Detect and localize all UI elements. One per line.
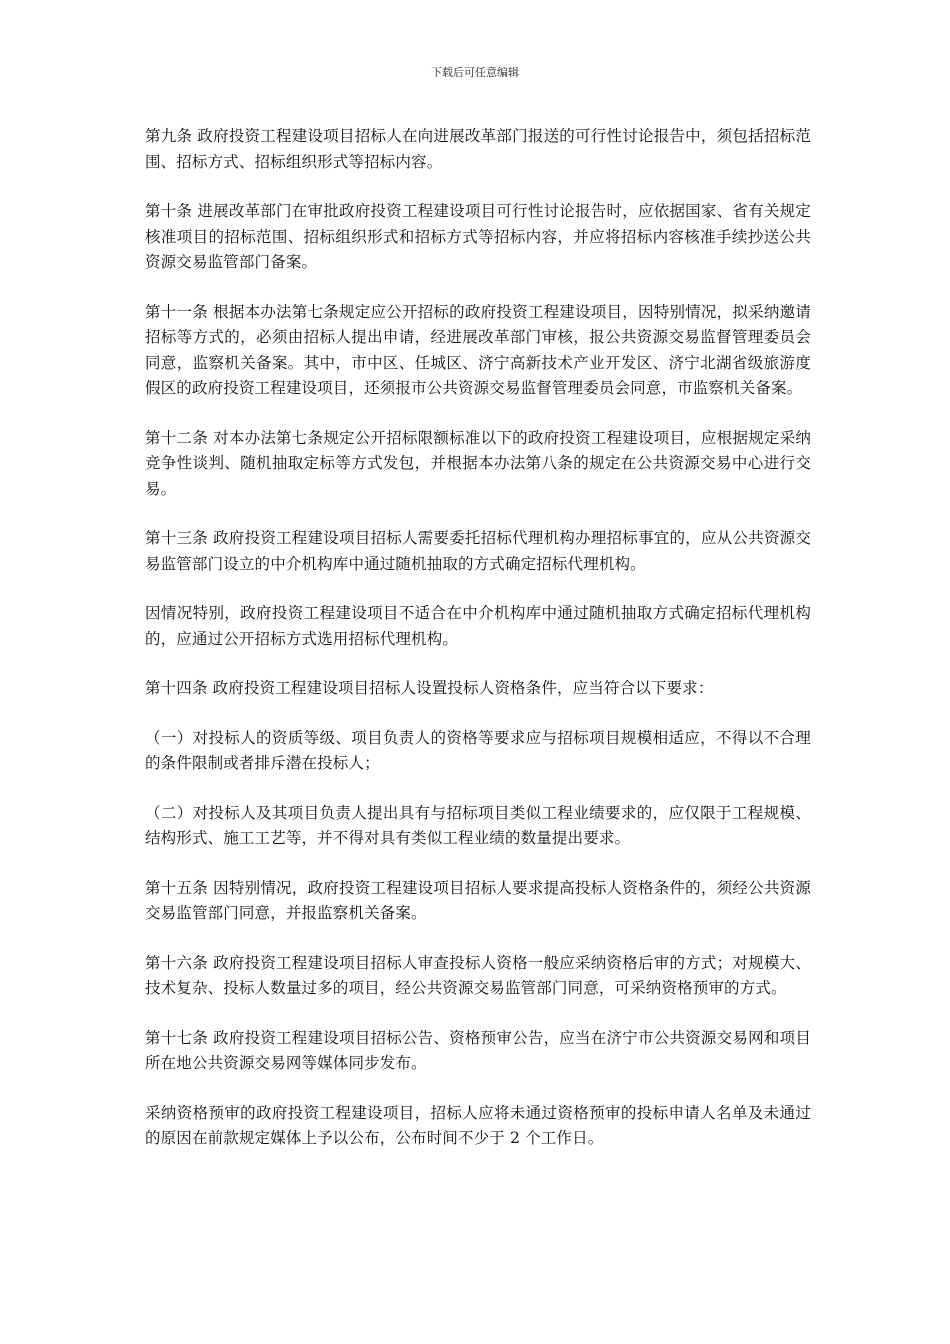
- article-13-supplement: 因情况特别，政府投资工程建设项目不适合在中介机构库中通过随机抽取方式确定招标代理机构的，应通过公开招标方式选用招标代理机构。: [145, 604, 811, 648]
- page-header: 下载后可任意编辑: [431, 66, 519, 79]
- article-12: 第十二条 对本办法第七条规定公开招标限额标准以下的政府投资工程建设项目，应根据规定采纳竞争性谈判、随机抽取定标等方式发包，并根据本办法第八条的规定在公共资源交易中心进行交易。: [145, 428, 811, 498]
- article-16: 第十六条 政府投资工程建设项目招标人审查投标人资格一般应采纳资格后审的方式；对规模大、技术复杂、投标人数量过多的项目，经公共资源交易监管部门同意，可采纳资格预审的方式。: [145, 953, 811, 997]
- article-17: 第十七条 政府投资工程建设项目招标公告、资格预审公告，应当在济宁市公共资源交易网和项目所在地公共资源交易网等媒体同步发布。: [145, 1028, 811, 1072]
- article-9: 第九条 政府投资工程建设项目招标人在向进展改革部门报送的可行性讨论报告中，须包括招标范围、招标方式、招标组织形式等招标内容。: [145, 127, 811, 171]
- article-13: 第十三条 政府投资工程建设项目招标人需要委托招标代理机构办理招标事宜的，应从公共资源交易监管部门设立的中介机构库中通过随机抽取的方式确定招标代理机构。: [145, 529, 811, 573]
- article-11: 第十一条 根据本办法第七条规定应公开招标的政府投资工程建设项目，因特别情况，拟采纳邀请招标等方式的，必须由招标人提出申请，经进展改革部门审核，报公共资源交易监督管理委员会同意，监察机关备案。其中，市中区、任城区、济宁高新技术产业开发区、济宁北湖省级旅游度假区的政府投资工程建设项目，还须报市公共资源交易监督管理委员会同意，市监察机关备案。: [145, 302, 811, 397]
- article-14: 第十四条 政府投资工程建设项目招标人设置投标人资格条件，应当符合以下要求：: [145, 679, 714, 697]
- article-14-item-1: （一）对投标人的资质等级、项目负责人的资格等要求应与招标项目规模相适应，不得以不合理的条件限制或者排斥潜在投标人；: [145, 728, 811, 772]
- article-15: 第十五条 因特别情况，政府投资工程建设项目招标人要求提高投标人资格条件的，须经公共资源交易监管部门同意，并报监察机关备案。: [145, 878, 811, 922]
- article-17-supplement: 采纳资格预审的政府投资工程建设项目，招标人应将未通过资格预审的投标申请人名单及未通过的原因在前款规定媒体上予以公布，公布时间不少于 2 个工作日。: [145, 1103, 811, 1147]
- document-body: [145, 124, 811, 1176]
- article-14-item-2: （二）对投标人及其项目负责人提出具有与招标项目类似工程业绩要求的，应仅限于工程规模、结构形式、施工工艺等，并不得对具有类似工程业绩的数量提出要求。: [145, 803, 811, 847]
- article-10: 第十条 进展改革部门在审批政府投资工程建设项目可行性讨论报告时，应依据国家、省有关规定核准项目的招标范围、招标组织形式和招标方式等招标内容，并应将招标内容核准手续抄送公共资源交易监管部门备案。: [145, 202, 811, 271]
